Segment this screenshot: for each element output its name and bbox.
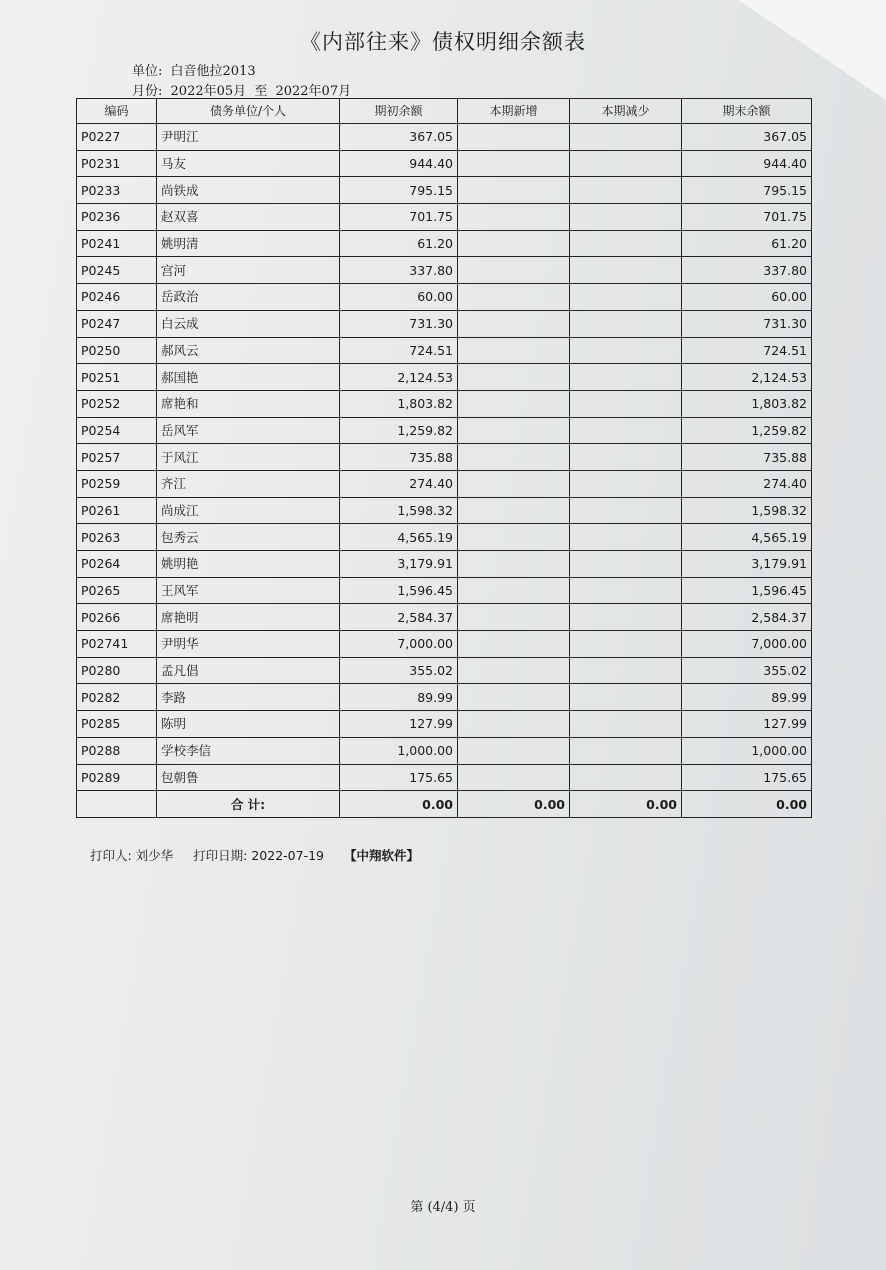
row-added (458, 577, 570, 604)
header-debtor: 债务单位/个人 (157, 99, 340, 124)
row-closing: 735.88 (682, 444, 812, 471)
row-debtor: 孟凡倡 (157, 657, 340, 684)
row-code: P0252 (77, 390, 157, 417)
row-added (458, 310, 570, 337)
row-code: P0285 (77, 711, 157, 738)
report-title: 《内部往来》债权明细余额表 (300, 30, 586, 54)
row-code: P0264 (77, 551, 157, 578)
row-added (458, 230, 570, 257)
row-closing: 61.20 (682, 230, 812, 257)
row-closing: 944.40 (682, 150, 812, 177)
table-row (77, 551, 812, 578)
row-opening: 1,000.00 (340, 737, 458, 764)
row-debtor: 姚明艳 (157, 551, 340, 578)
table-row (77, 737, 812, 764)
row-code: P0231 (77, 150, 157, 177)
header-opening: 期初余额 (340, 99, 458, 124)
row-closing: 175.65 (682, 764, 812, 791)
row-reduced (570, 204, 682, 231)
row-opening: 1,598.32 (340, 497, 458, 524)
table-row (77, 657, 812, 684)
row-added (458, 124, 570, 151)
row-reduced (570, 124, 682, 151)
period-line (132, 80, 355, 99)
row-reduced (570, 284, 682, 311)
row-reduced (570, 631, 682, 658)
row-added (458, 364, 570, 391)
row-closing: 3,179.91 (682, 551, 812, 578)
row-added (458, 604, 570, 631)
row-debtor: 郝国艳 (157, 364, 340, 391)
table-row (77, 604, 812, 631)
row-reduced (570, 257, 682, 284)
unit-label: 单位: (132, 64, 163, 79)
row-debtor: 尚成江 (157, 497, 340, 524)
header-closing: 期末余额 (682, 99, 812, 124)
table-row (77, 764, 812, 791)
table-row (77, 150, 812, 177)
row-closing: 60.00 (682, 284, 812, 311)
row-debtor: 王风军 (157, 577, 340, 604)
row-added (458, 444, 570, 471)
row-added (458, 497, 570, 524)
row-opening: 367.05 (340, 124, 458, 151)
row-opening: 61.20 (340, 230, 458, 257)
row-reduced (570, 684, 682, 711)
row-debtor: 陈明 (157, 711, 340, 738)
table-row (77, 444, 812, 471)
row-closing: 1,596.45 (682, 577, 812, 604)
period-to: 2022年07月 (275, 84, 352, 99)
row-reduced (570, 230, 682, 257)
table-row (77, 470, 812, 497)
row-reduced (570, 364, 682, 391)
row-code: P0254 (77, 417, 157, 444)
row-closing: 701.75 (682, 204, 812, 231)
row-code: P0246 (77, 284, 157, 311)
table-row (77, 577, 812, 604)
row-code: P02741 (77, 631, 157, 658)
row-added (458, 284, 570, 311)
total-code-cell (77, 791, 157, 818)
row-code: P0250 (77, 337, 157, 364)
row-code: P0259 (77, 470, 157, 497)
row-opening: 735.88 (340, 444, 458, 471)
row-added (458, 551, 570, 578)
total-closing: 0.00 (682, 791, 812, 818)
row-debtor: 岳政治 (157, 284, 340, 311)
row-opening: 3,179.91 (340, 551, 458, 578)
row-reduced (570, 711, 682, 738)
print-footer (90, 846, 435, 864)
table-row (77, 284, 812, 311)
row-code: P0261 (77, 497, 157, 524)
row-debtor: 包朝鲁 (157, 764, 340, 791)
row-reduced (570, 150, 682, 177)
total-row (77, 791, 812, 818)
row-reduced (570, 657, 682, 684)
row-reduced (570, 524, 682, 551)
print-date: 打印日期: 2022-07-19 (193, 848, 325, 863)
row-closing: 367.05 (682, 124, 812, 151)
row-opening: 1,596.45 (340, 577, 458, 604)
total-opening: 0.00 (340, 791, 458, 818)
row-debtor: 席艳明 (157, 604, 340, 631)
row-added (458, 657, 570, 684)
period-label: 月份: (132, 84, 163, 99)
row-debtor: 齐江 (157, 470, 340, 497)
row-closing: 1,598.32 (682, 497, 812, 524)
row-code: P0251 (77, 364, 157, 391)
page-number: 第 (4/4) 页 (410, 1200, 476, 1215)
table-row (77, 310, 812, 337)
row-closing: 337.80 (682, 257, 812, 284)
row-reduced (570, 337, 682, 364)
row-debtor: 宫河 (157, 257, 340, 284)
row-added (458, 737, 570, 764)
row-code: P0247 (77, 310, 157, 337)
row-reduced (570, 444, 682, 471)
total-added: 0.00 (458, 791, 570, 818)
row-code: P0265 (77, 577, 157, 604)
row-reduced (570, 577, 682, 604)
row-added (458, 470, 570, 497)
row-reduced (570, 177, 682, 204)
row-closing: 7,000.00 (682, 631, 812, 658)
row-opening: 355.02 (340, 657, 458, 684)
row-reduced (570, 737, 682, 764)
row-added (458, 150, 570, 177)
row-reduced (570, 390, 682, 417)
row-debtor: 马友 (157, 150, 340, 177)
row-added (458, 684, 570, 711)
row-opening: 2,124.53 (340, 364, 458, 391)
table-row (77, 684, 812, 711)
row-opening: 274.40 (340, 470, 458, 497)
row-reduced (570, 764, 682, 791)
row-debtor: 姚明清 (157, 230, 340, 257)
unit-line (132, 60, 260, 79)
row-debtor: 包秀云 (157, 524, 340, 551)
row-closing: 127.99 (682, 711, 812, 738)
row-added (458, 417, 570, 444)
row-debtor: 赵双喜 (157, 204, 340, 231)
row-closing: 731.30 (682, 310, 812, 337)
row-debtor: 郝风云 (157, 337, 340, 364)
period-from: 2022年05月 (170, 84, 247, 99)
row-opening: 60.00 (340, 284, 458, 311)
row-added (458, 631, 570, 658)
header-code: 编码 (77, 99, 157, 124)
row-closing: 274.40 (682, 470, 812, 497)
row-added (458, 204, 570, 231)
row-added (458, 177, 570, 204)
row-code: P0227 (77, 124, 157, 151)
row-reduced (570, 551, 682, 578)
row-code: P0257 (77, 444, 157, 471)
table-row (77, 124, 812, 151)
row-added (458, 764, 570, 791)
row-closing: 4,565.19 (682, 524, 812, 551)
row-closing: 724.51 (682, 337, 812, 364)
row-opening: 7,000.00 (340, 631, 458, 658)
total-label: 合 计: (157, 791, 340, 818)
row-reduced (570, 417, 682, 444)
row-code: P0280 (77, 657, 157, 684)
row-debtor: 白云成 (157, 310, 340, 337)
row-code: P0289 (77, 764, 157, 791)
row-opening: 127.99 (340, 711, 458, 738)
row-closing: 1,000.00 (682, 737, 812, 764)
row-closing: 355.02 (682, 657, 812, 684)
row-code: P0236 (77, 204, 157, 231)
table-row (77, 524, 812, 551)
row-opening: 944.40 (340, 150, 458, 177)
unit-value: 白音他拉2013 (170, 64, 256, 79)
row-reduced (570, 497, 682, 524)
row-closing: 1,259.82 (682, 417, 812, 444)
row-closing: 89.99 (682, 684, 812, 711)
printer: 打印人: 刘少华 (90, 848, 174, 863)
software-name: 【中翔软件】 (344, 848, 420, 863)
row-added (458, 337, 570, 364)
row-reduced (570, 310, 682, 337)
row-code: P0263 (77, 524, 157, 551)
row-opening: 1,259.82 (340, 417, 458, 444)
row-opening: 724.51 (340, 337, 458, 364)
row-debtor: 李路 (157, 684, 340, 711)
table-row (77, 417, 812, 444)
table-row (77, 497, 812, 524)
row-debtor: 尹明江 (157, 124, 340, 151)
row-added (458, 524, 570, 551)
row-closing: 2,584.37 (682, 604, 812, 631)
table-row (77, 177, 812, 204)
row-added (458, 257, 570, 284)
row-debtor: 学校李信 (157, 737, 340, 764)
row-opening: 89.99 (340, 684, 458, 711)
row-debtor: 于风江 (157, 444, 340, 471)
row-debtor: 席艳和 (157, 390, 340, 417)
row-debtor: 尚铁成 (157, 177, 340, 204)
row-code: P0245 (77, 257, 157, 284)
balance-table (76, 98, 812, 818)
header-row (77, 99, 812, 124)
row-opening: 795.15 (340, 177, 458, 204)
row-opening: 1,803.82 (340, 390, 458, 417)
row-reduced (570, 604, 682, 631)
table-row (77, 631, 812, 658)
row-code: P0266 (77, 604, 157, 631)
row-closing: 1,803.82 (682, 390, 812, 417)
row-opening: 2,584.37 (340, 604, 458, 631)
row-code: P0282 (77, 684, 157, 711)
row-opening: 701.75 (340, 204, 458, 231)
period-separator: 至 (254, 84, 268, 99)
table-row (77, 257, 812, 284)
row-code: P0241 (77, 230, 157, 257)
table-row (77, 337, 812, 364)
row-code: P0288 (77, 737, 157, 764)
total-reduced: 0.00 (570, 791, 682, 818)
row-opening: 731.30 (340, 310, 458, 337)
table-row (77, 230, 812, 257)
table-row (77, 204, 812, 231)
table-row (77, 364, 812, 391)
header-reduced: 本期减少 (570, 99, 682, 124)
header-added: 本期新增 (458, 99, 570, 124)
row-closing: 2,124.53 (682, 364, 812, 391)
row-code: P0233 (77, 177, 157, 204)
row-opening: 337.80 (340, 257, 458, 284)
row-reduced (570, 470, 682, 497)
row-added (458, 711, 570, 738)
row-opening: 4,565.19 (340, 524, 458, 551)
row-closing: 795.15 (682, 177, 812, 204)
row-added (458, 390, 570, 417)
table-row (77, 711, 812, 738)
row-debtor: 尹明华 (157, 631, 340, 658)
table-row (77, 390, 812, 417)
row-opening: 175.65 (340, 764, 458, 791)
row-debtor: 岳风军 (157, 417, 340, 444)
